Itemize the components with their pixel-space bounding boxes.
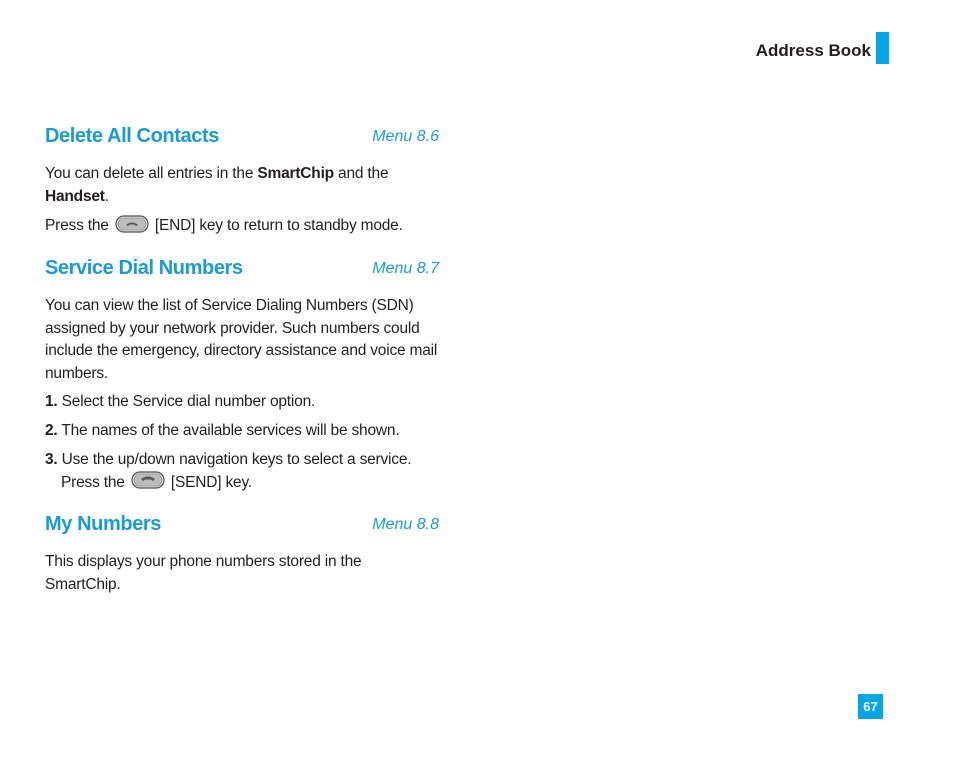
text-run: . bbox=[104, 187, 109, 205]
section-title: Service Dial Numbers bbox=[45, 257, 243, 279]
step-number: 1. bbox=[45, 393, 58, 410]
section-heading-delete-all-contacts bbox=[45, 125, 439, 151]
step-text: Select the Service dial number option. bbox=[57, 393, 316, 410]
step-3 bbox=[45, 449, 445, 494]
text-run: and the bbox=[333, 165, 389, 182]
paragraph-delete-description bbox=[45, 163, 445, 208]
send-key-icon bbox=[131, 471, 165, 489]
step-number: 3. bbox=[45, 451, 58, 468]
page-number-badge: 67 bbox=[858, 694, 883, 719]
section-heading-my-numbers bbox=[45, 513, 439, 539]
text-run: [END] key to return to standby mode. bbox=[150, 217, 403, 234]
section-title: My Numbers bbox=[45, 513, 162, 535]
text-run: You can delete all entries in the bbox=[45, 165, 258, 182]
section-heading-service-dial-numbers bbox=[45, 257, 439, 283]
text-run: Press the bbox=[45, 217, 113, 234]
step-text: The names of the available services will be shown. bbox=[57, 422, 400, 439]
header-accent-bar bbox=[876, 32, 889, 64]
header-section-title: Address Book bbox=[755, 41, 871, 60]
step-text-continued: [SEND] key. bbox=[166, 473, 252, 491]
paragraph-end-key-instruction bbox=[45, 215, 445, 238]
menu-reference: Menu 8.6 bbox=[372, 128, 439, 145]
section-title: Delete All Contacts bbox=[45, 125, 219, 147]
menu-reference: Menu 8.7 bbox=[372, 260, 439, 277]
end-key-icon bbox=[115, 215, 149, 233]
step-text: Use the up/down navigation keys to select a service. bbox=[57, 451, 412, 468]
step-text-continued: Press the bbox=[61, 473, 129, 491]
step-1 bbox=[45, 391, 445, 414]
bold-term-handset: Handset bbox=[45, 187, 105, 205]
step-number: 2. bbox=[45, 422, 58, 439]
paragraph-my-numbers: This displays your phone numbers stored in the SmartChip. bbox=[45, 553, 362, 593]
bold-term-smartchip: SmartChip bbox=[257, 165, 334, 182]
step-2 bbox=[45, 420, 445, 443]
paragraph-sdn-intro: You can view the list of Service Dialing Numbers (SDN) assigned by your network provider. Such numbers could include the emergency, directory assistance and voice mail numbers. bbox=[45, 297, 438, 382]
menu-reference: Menu 8.8 bbox=[372, 516, 439, 533]
